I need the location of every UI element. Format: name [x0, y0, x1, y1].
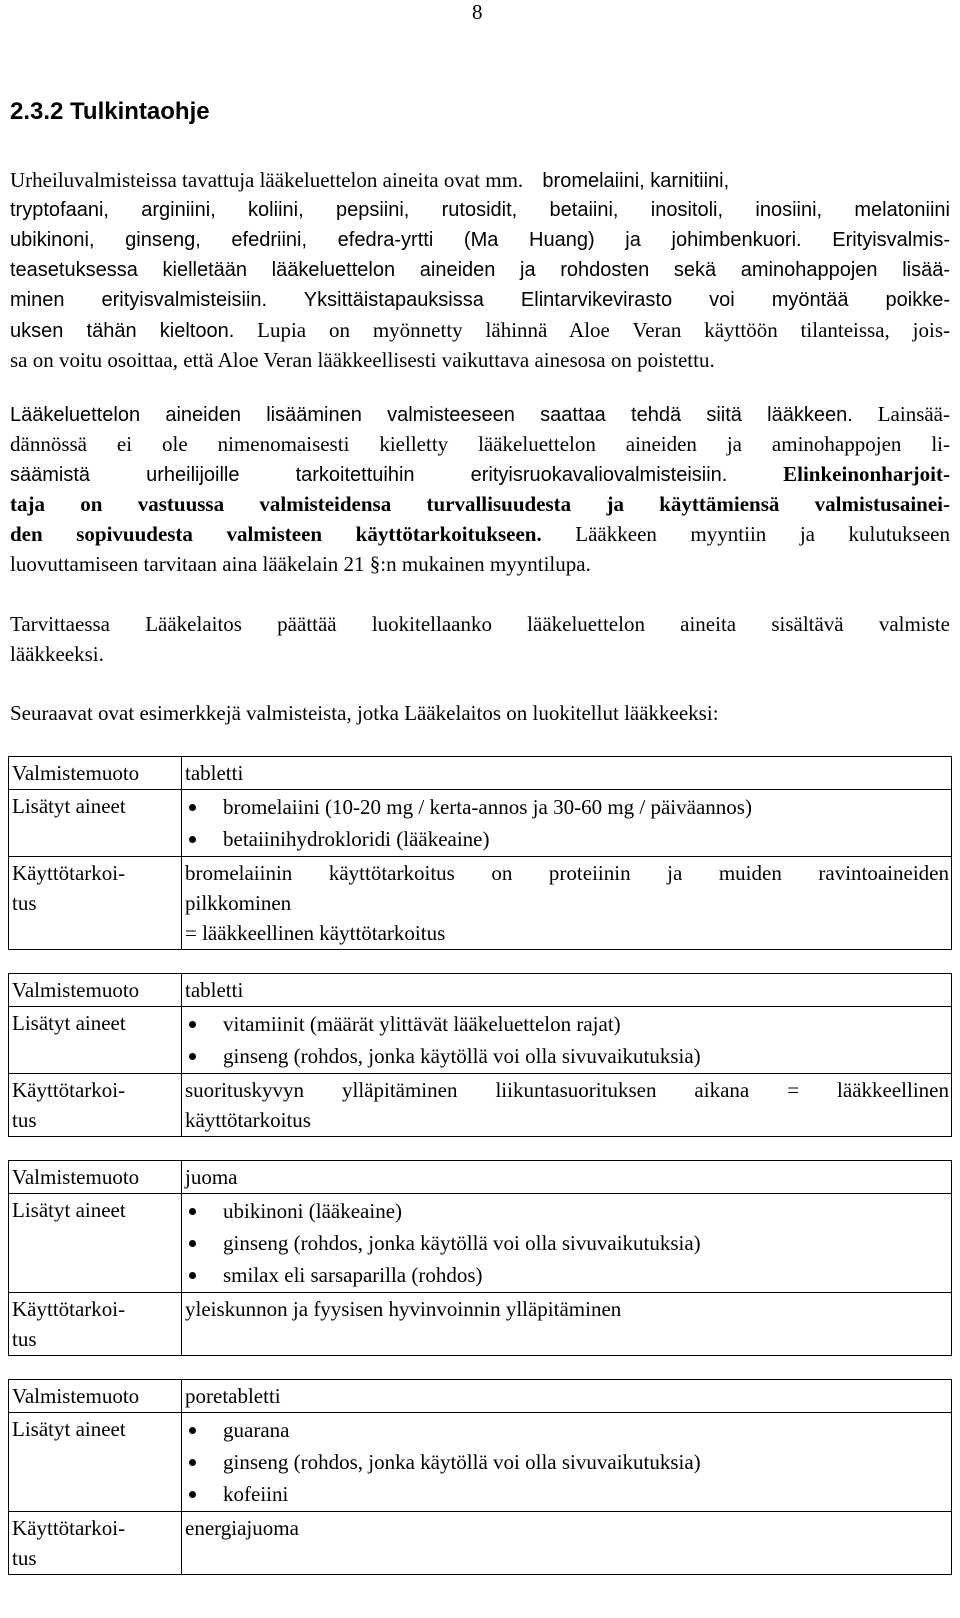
label-purpose: Käyttötarkoi- tus — [9, 1512, 182, 1575]
table-row — [9, 1380, 952, 1413]
paragraph-4 — [10, 698, 950, 728]
label-form: Valmistemuoto — [9, 1161, 182, 1194]
paragraph-line: lääkkeeksi. — [10, 642, 104, 666]
list-item: ginseng (rohdos, jonka käytöllä voi olla sivuvaikutuksia) — [185, 1446, 949, 1478]
paragraph-line: luovuttamiseen tarvitaan aina lääkelain 21 §:n mukainen myyntilupa. — [10, 552, 591, 576]
list-item: ubikinoni (lääkeaine) — [185, 1195, 949, 1227]
table-row — [9, 1512, 952, 1575]
purpose-cell: energiajuoma — [182, 1512, 952, 1575]
paragraph-line: sa on voitu osoittaa, että Aloe Veran lääkkeellisesti vaikuttava ainesosa on poistettu. — [10, 348, 715, 372]
product-table-1 — [8, 756, 952, 950]
added-cell — [182, 1007, 952, 1074]
paragraph-line: den sopivuudesta valmisteen käyttötarkoitukseen. Lääkkeen myyntiin ja kulutukseen — [10, 522, 950, 546]
table-row — [9, 1161, 952, 1194]
product-table-2 — [8, 973, 952, 1137]
paragraph-line: ubikinoni, ginseng, efedriini, efedra-yrtti (Ma Huang) ja johimbenkuori. Erityisvalmis- — [10, 229, 950, 251]
label-purpose: Käyttötarkoi- tus — [9, 857, 182, 950]
table-row — [9, 857, 952, 950]
table-row — [9, 1293, 952, 1356]
label-form: Valmistemuoto — [9, 1380, 182, 1413]
list-item: ginseng (rohdos, jonka käytöllä voi olla sivuvaikutuksia) — [185, 1040, 949, 1072]
form-value: tabletti — [182, 757, 952, 790]
section-title: 2.3.2 Tulkintaohje — [10, 98, 210, 125]
list-item: kofeiini — [185, 1478, 949, 1510]
list-item: bromelaiini (10-20 mg / kerta-annos ja 30-60 mg / päiväannos) — [185, 791, 949, 823]
added-cell — [182, 1413, 952, 1512]
paragraph-line: säämistä urheilijoille tarkoitettuihin erityisruokavaliovalmisteisiin. Elinkeinonharjoit- — [10, 462, 950, 486]
form-value: poretabletti — [182, 1380, 952, 1413]
label-added: Lisätyt aineet — [9, 790, 182, 857]
added-cell — [182, 1194, 952, 1293]
table-row — [9, 1007, 952, 1074]
paragraph-line: uksen tähän kieltoon. Lupia on myönnetty lähinnä Aloe Veran käyttöön tilanteissa, jois- — [10, 318, 950, 342]
table-row — [9, 1413, 952, 1512]
list-item: ginseng (rohdos, jonka käytöllä voi olla sivuvaikutuksia) — [185, 1227, 949, 1259]
label-purpose: Käyttötarkoi- tus — [9, 1293, 182, 1356]
list-item: smilax eli sarsaparilla (rohdos) — [185, 1259, 949, 1291]
paragraph-1 — [10, 165, 950, 375]
list-item: vitamiinit (määrät ylittävät lääkeluettelon rajat) — [185, 1008, 949, 1040]
paragraph-line: Tarvittaessa Lääkelaitos päättää luokitellaanko lääkeluettelon aineita sisältävä valmiste — [10, 612, 950, 636]
form-value: tabletti — [182, 974, 952, 1007]
table-row — [9, 757, 952, 790]
table-row — [9, 790, 952, 857]
paragraph-line: Urheiluvalmisteissa tavattuja lääkeluettelon aineita ovat mm. bromelaiini, karnitiini, — [10, 168, 730, 192]
table-row — [9, 974, 952, 1007]
purpose-cell: bromelaiinin käyttötarkoitus on proteiinin ja muiden ravintoaineiden pilkkominen = lääkkeellinen käyttötarkoitus — [182, 857, 952, 950]
product-table-4 — [8, 1379, 952, 1575]
paragraph-2 — [10, 399, 950, 579]
label-added: Lisätyt aineet — [9, 1007, 182, 1074]
paragraph-line: Seuraavat ovat esimerkkejä valmisteista, jotka Lääkelaitos on luokitellut lääkkeeksi: — [10, 701, 719, 725]
label-form: Valmistemuoto — [9, 974, 182, 1007]
product-table-3 — [8, 1160, 952, 1356]
paragraph-line: tryptofaani, arginiini, koliini, pepsiini, rutosidit, betaiini, inositoli, inosiini, melatoniini — [10, 199, 950, 221]
paragraph-line: taja on vastuussa valmisteidensa turvallisuudesta ja käyttämiensä valmistusainei- — [10, 492, 950, 516]
paragraph-line: dännössä ei ole nimenomaisesti kielletty lääkeluettelon aineiden ja aminohappojen li- — [10, 432, 950, 456]
purpose-cell: suorituskyvyn ylläpitäminen liikuntasuorituksen aikana = lääkkeellinen käyttötarkoitus — [182, 1074, 952, 1137]
paragraph-line: teasetuksessa kielletään lääkeluettelon aineiden ja rohdosten sekä aminohappojen lisää- — [10, 259, 950, 281]
paragraph-line: Lääkeluettelon aineiden lisääminen valmisteeseen saattaa tehdä siitä lääkkeen. Lainsää- — [10, 402, 950, 426]
list-item: guarana — [185, 1414, 949, 1446]
form-value: juoma — [182, 1161, 952, 1194]
purpose-cell: yleiskunnon ja fyysisen hyvinvoinnin ylläpitäminen — [182, 1293, 952, 1356]
table-row — [9, 1194, 952, 1293]
added-cell — [182, 790, 952, 857]
list-item: betaiinihydrokloridi (lääkeaine) — [185, 823, 949, 855]
paragraph-line: minen erityisvalmisteisiin. Yksittäistapauksissa Elintarvikevirasto voi myöntää poikke- — [10, 289, 950, 311]
paragraph-3 — [10, 609, 950, 669]
page-number: 8 — [472, 0, 483, 24]
table-row — [9, 1074, 952, 1137]
label-form: Valmistemuoto — [9, 757, 182, 790]
label-added: Lisätyt aineet — [9, 1413, 182, 1512]
label-added: Lisätyt aineet — [9, 1194, 182, 1293]
label-purpose: Käyttötarkoi- tus — [9, 1074, 182, 1137]
